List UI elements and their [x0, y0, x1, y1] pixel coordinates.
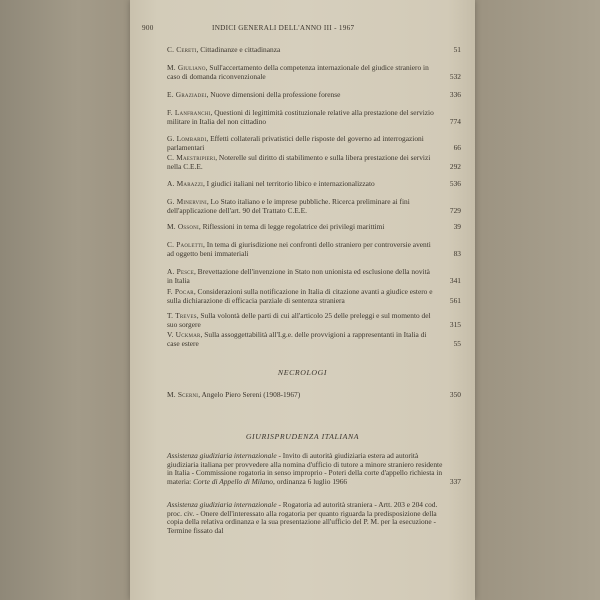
index-entry-title: Considerazioni sulla notificazione in Italia di citazione avanti a giudice estero e sulla dichiarazione di efficacia parziale di sentenza straniera — [167, 287, 433, 305]
index-entry-author: T. Treves — [167, 311, 197, 320]
index-entry-title: Noterelle sul diritto di stabilimento e sulla libera prestazione dei servizi nella C.E.E. — [167, 153, 431, 171]
index-entry-title: I giudici italiani nel territorio libico e internazionalizzato — [206, 179, 375, 188]
running-title: INDICI GENERALI DELL'ANNO III - 1967 — [212, 24, 355, 32]
index-entry-page: 315 — [449, 319, 461, 329]
index-entry — [167, 91, 467, 100]
index-entry-page: 66 — [453, 142, 461, 152]
index-entry — [167, 288, 467, 305]
giurisprudenza-page: 337 — [449, 477, 461, 487]
index-entry-page: 83 — [453, 248, 461, 258]
index-entry-author: E. Graziadei — [167, 90, 207, 99]
index-entry-author: G. Minervini — [167, 197, 207, 206]
index-entry — [167, 312, 467, 329]
necrologi-title: Angelo Piero Sereni (1908-1967) — [201, 390, 301, 399]
index-entry-author: V. Uckmar — [167, 330, 201, 339]
index-entry-author: G. Lombardi — [167, 134, 207, 143]
index-entry-author: M. Giuliano — [167, 63, 206, 72]
index-entry — [167, 109, 467, 126]
page-number: 900 — [142, 24, 154, 32]
index-entry-author: A. Pesce — [167, 267, 194, 276]
index-entry-page: 51 — [453, 45, 461, 54]
index-entry-title: Nuove dimensioni della professione forense — [210, 90, 341, 99]
index-entry-text: C. Maestripieri, Noterelle sul diritto di stabilimento e sulla libera prestazione dei servizi nella C.E.E. — [167, 153, 431, 171]
giurisprudenza-item — [167, 501, 467, 536]
index-entry-title: Sulla volontà delle parti di cui all'articolo 25 delle preleggi e sul momento del suo sorgere — [167, 311, 431, 329]
index-entry-title: Brevettazione dell'invenzione in Stato non unionista ed esclusione della novità in Italia — [167, 267, 430, 285]
index-entry-text: F. Lanfranchi, Questioni di legittimità costituzionale relative alla prestazione del servizio militare in Italia del non cittadino — [167, 108, 434, 126]
index-entry-title: Riflessioni in tema di legge regolatrice dei privilegi marittimi — [202, 222, 385, 231]
index-entry-text: G. Lombardi, Effetti collaterali privatistici delle risposte del governo ad interrogazioni parlamentari — [167, 134, 424, 152]
index-entry-text: M. Ossoni, Riflessioni in tema di legge regolatrice dei privilegi marittimi — [167, 222, 385, 231]
giurisprudenza-category: Assistenza giudiziaria internazionale — [167, 500, 277, 509]
index-entry — [167, 268, 467, 285]
giurisprudenza-body: - Invito di autorità giudiziaria estera ad autorità giudiziaria italiana per provvedere alla nomina d'ufficio di tutore a minore straniero residente in Italia - Commissione rogatoria in senso improprio - Poteri della corte d'appello richiesta in materia: — [167, 451, 443, 487]
giurisprudenza-item — [167, 452, 467, 487]
index-entry-title: Lo Stato italiano e le imprese pubbliche. Ricerca preliminare ai fini dell'applicazione dell'art. 90 del Trattato C.E.E. — [167, 197, 410, 215]
index-entry — [167, 241, 467, 258]
index-entry-page: 561 — [449, 295, 461, 305]
index-entry-author: C. Paoletti — [167, 240, 204, 249]
index-entry — [167, 198, 467, 215]
index-entry — [167, 64, 467, 81]
index-entry-author: C. Maestripieri — [167, 153, 216, 162]
index-entry-page: 55 — [453, 338, 461, 348]
index-entry-title: Questioni di legittimità costituzionale relative alla prestazione del servizio militare in Italia del non cittadino — [167, 108, 434, 126]
index-entry-text: C. Cereti, Cittadinanze e cittadinanza — [167, 45, 281, 54]
giurisprudenza-heading: GIURISPRUDENZA ITALIANA — [245, 432, 360, 441]
giurisprudenza-body: - Rogatoria ad autorità straniera - Artt. 203 e 204 cod. proc. civ. - Onere dell'interessato alla rogatoria per quanto riguarda la predisposizione della copia della relativa ordinanza e la sua presentazione all'ufficio del P. M. per la esecuzione - Termine fissato dal — [167, 500, 438, 536]
index-entry-author: C. Cereti — [167, 45, 197, 54]
giurisprudenza-item-text — [167, 501, 445, 536]
index-entry — [167, 135, 467, 152]
index-entry-text: M. Giuliano, Sull'accertamento della competenza internazionale del giudice straniero in caso di domanda riconvenzionale — [167, 63, 429, 81]
index-entry-page: 774 — [449, 116, 461, 126]
right-background — [475, 0, 600, 600]
index-entry — [167, 46, 467, 55]
giurisprudenza-category: Assistenza giudiziaria internazionale — [167, 451, 277, 460]
giurisprudenza-court: Corte di Appello di Milano — [193, 477, 273, 487]
index-entry-text: V. Uckmar, Sulla assoggettabilità all'I.g.e. delle provvigioni a rappresentanti in Italia di case estere — [167, 330, 427, 348]
index-entry-page: 532 — [449, 71, 461, 81]
index-entry-author: A. Marazzi — [167, 179, 203, 188]
index-entry-text: E. Graziadei, Nuove dimensioni della professione forense — [167, 90, 341, 99]
index-entry — [167, 180, 467, 189]
index-entry — [167, 223, 467, 232]
giurisprudenza-tail: , ordinanza 6 luglio 1966 — [273, 477, 348, 487]
index-entry — [167, 154, 467, 171]
necrologi-author: M. Scerni — [167, 390, 199, 399]
index-entry-text: G. Minervini, Lo Stato italiano e le imprese pubbliche. Ricerca preliminare ai fini dell'applicazione dell'art. 90 del Trattato C.E.E. — [167, 197, 410, 215]
index-entry-title: Sull'accertamento della competenza internazionale del giudice straniero in caso di domanda riconvenzionale — [167, 63, 429, 81]
necrologi-heading: NECROLOGI — [277, 368, 328, 377]
necrologi-entry-text: M. Scerni, Angelo Piero Sereni (1908-1967) — [167, 390, 301, 399]
index-entry — [167, 331, 467, 348]
index-entry-page: 292 — [449, 161, 461, 171]
index-entry-text: T. Treves, Sulla volontà delle parti di cui all'articolo 25 delle preleggi e sul momento del suo sorgere — [167, 311, 431, 329]
index-entry-title: Sulla assoggettabilità all'I.g.e. delle provvigioni a rappresentanti in Italia di case estere — [167, 330, 427, 348]
index-entry-page: 39 — [453, 222, 461, 231]
index-entry-title: Effetti collaterali privatistici delle risposte del governo ad interrogazioni parlamentari — [167, 134, 424, 152]
index-entry-text: C. Paoletti, In tema di giurisdizione nei confronti dello straniero per controversie aventi ad oggetto beni immateriali — [167, 240, 431, 258]
index-entry-text: F. Pocar, Considerazioni sulla notificazione in Italia di citazione avanti a giudice estero e sulla dichiarazione di efficacia parziale di sentenza straniera — [167, 287, 433, 305]
index-entry-text: A. Pesce, Brevettazione dell'invenzione in Stato non unionista ed esclusione della novità in Italia — [167, 267, 430, 285]
necrologi-entry — [167, 391, 467, 400]
index-entry-author: F. Lanfranchi — [167, 108, 211, 117]
index-entry-page: 536 — [449, 179, 461, 188]
index-entry-page: 729 — [449, 205, 461, 215]
left-background — [0, 0, 130, 600]
index-entry-page: 341 — [449, 275, 461, 285]
page-header — [142, 24, 464, 36]
index-entry-title: In tema di giurisdizione nei confronti dello straniero per controversie aventi ad oggetto beni immateriali — [167, 240, 431, 258]
giurisprudenza-item-text — [167, 452, 445, 487]
index-entry-author: F. Pocar — [167, 287, 194, 296]
index-entry-author: M. Ossoni — [167, 222, 199, 231]
necrologi-page: 350 — [449, 390, 461, 399]
index-entry-page: 336 — [449, 90, 461, 99]
index-entry-title: Cittadinanze e cittadinanza — [200, 45, 281, 54]
index-entry-text: A. Marazzi, I giudici italiani nel territorio libico e internazionalizzato — [167, 179, 375, 188]
